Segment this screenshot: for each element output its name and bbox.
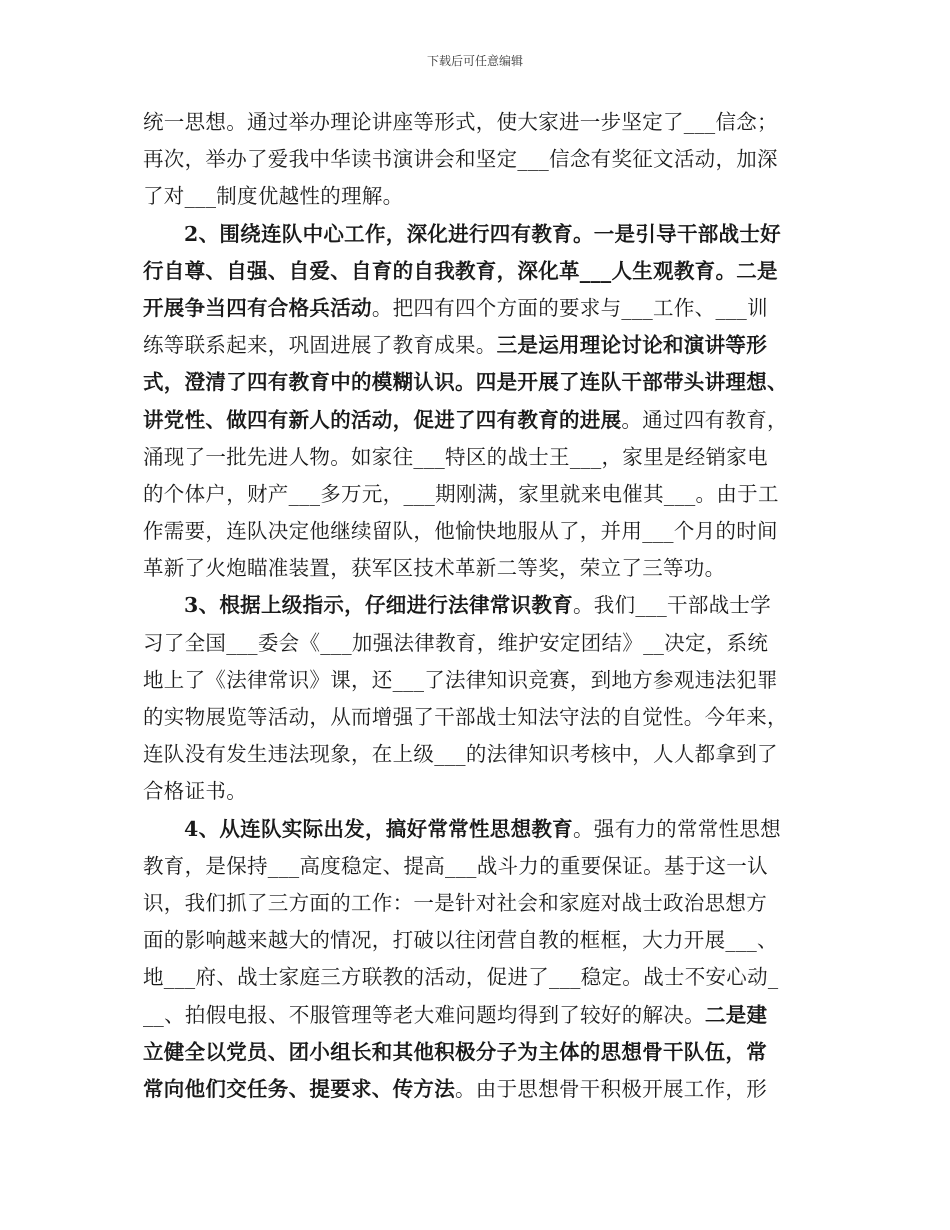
bold-text-run: 行自尊、自强、自爱、自育的自我教育，深化革___人生观教育。二是 xyxy=(143,258,778,283)
text-line xyxy=(143,550,813,587)
text-line xyxy=(143,178,813,215)
text-line xyxy=(143,997,813,1034)
text-run: 习了全国___委会《___加强法律教育，维护安定团结》__决定，系统 xyxy=(143,630,769,655)
text-run: 。强有力的常常性思想 xyxy=(572,816,781,841)
text-run: 。把四有四个方面的要求与___工作、___训 xyxy=(371,295,768,320)
text-run: 统一思想。通过举办理论讲座等形式，使大家进一步坚定了___信念； xyxy=(143,110,778,134)
bold-text-run: 式，澄清了四有教育中的模糊认识。四是开展了连队干部带头讲理想、 xyxy=(143,370,788,395)
text-line xyxy=(143,476,813,513)
bold-text-run: 2、围绕连队中心工作，深化进行四有教育。一是引导干部战士好 xyxy=(184,221,781,246)
text-line xyxy=(143,959,813,996)
text-run: 革新了火炮瞄准装置，获军区技术革新二等奖，荣立了三等功。 xyxy=(143,556,726,581)
text-line xyxy=(143,141,813,178)
text-run: 。通过四有教育， xyxy=(621,407,788,432)
text-line xyxy=(143,587,813,624)
text-line xyxy=(143,811,813,848)
text-line xyxy=(143,922,813,959)
text-line xyxy=(143,736,813,773)
bold-text-run: 讲党性、做四有新人的活动，促进了四有教育的进展 xyxy=(143,407,622,432)
text-line xyxy=(143,1034,813,1071)
document-body xyxy=(143,104,813,1108)
text-run: 。由于思想骨干积极开展工作，形 xyxy=(455,1076,767,1101)
text-run: 地上了《法律常识》课，还___了法律知识竞赛，到地方参观违法犯罪 xyxy=(143,667,778,692)
bold-text-run: 4、从连队实际出发，搞好常常性思想教育 xyxy=(184,816,573,841)
paragraph xyxy=(143,811,813,1109)
text-run: __、拍假电报、不服管理等老大难问题均得到了较好的解决。 xyxy=(143,1002,705,1027)
text-line xyxy=(143,364,813,401)
text-line xyxy=(143,513,813,550)
text-line xyxy=(143,327,813,364)
text-line xyxy=(143,439,813,476)
text-run: 教育，是保持___高度稳定、提高___战斗力的重要保证。基于这一认 xyxy=(143,853,768,878)
text-line xyxy=(143,699,813,736)
text-line xyxy=(143,662,813,699)
text-line xyxy=(143,885,813,922)
text-line xyxy=(143,1071,813,1108)
text-line xyxy=(143,773,813,810)
bold-text-run: 常向他们交任务、提要求、传方法 xyxy=(143,1076,455,1101)
text-run: 合格证书。 xyxy=(143,779,247,804)
text-line xyxy=(143,290,813,327)
text-run: 连队没有发生违法现象，在上级___的法律知识考核中，人人都拿到了 xyxy=(143,742,778,767)
text-run: 。我们___干部战士学 xyxy=(572,593,772,618)
text-line xyxy=(143,625,813,662)
bold-text-run: 三是运用理论讨论和演讲等形 xyxy=(496,333,768,358)
text-line xyxy=(143,253,813,290)
text-line xyxy=(143,216,813,253)
bold-text-run: 二是建 xyxy=(704,1002,768,1027)
text-run: 了对___制度优越性的理解。 xyxy=(143,184,404,209)
text-run: 的实物展览等活动，从而增强了干部战士知法守法的自觉性。今年来， xyxy=(143,705,788,729)
text-line xyxy=(143,104,813,141)
paragraph xyxy=(143,104,813,216)
paragraph xyxy=(143,587,813,810)
text-run: 的个体户，财产___多万元，___期刚满，家里就来电催其___。由于工 xyxy=(143,481,779,506)
page-header: 下载后可任意编辑 xyxy=(426,54,523,68)
text-run: 作需要，连队决定他继续留队，他愉快地服从了，并用___个月的时间 xyxy=(143,519,778,544)
text-run: 涌现了一批先进人物。如家往___特区的战士王___，家里是经销家电 xyxy=(143,444,768,469)
bold-text-run: 3、根据上级指示，仔细进行法律常识教育 xyxy=(184,593,573,618)
text-run: 识，我们抓了三方面的工作：一是针对社会和家庭对战士政治思想方 xyxy=(143,890,767,915)
paragraph xyxy=(143,216,813,588)
text-run: 面的影响越来越大的情况，打破以往闭营自教的框框，大力开展___、 xyxy=(143,928,778,953)
text-line xyxy=(143,848,813,885)
text-line xyxy=(143,402,813,439)
bold-text-run: 开展争当四有合格兵活动 xyxy=(143,295,372,320)
bold-text-run: 立健全以党员、团小组长和其他积极分子为主体的思想骨干队伍，常 xyxy=(143,1039,767,1064)
text-run: 再次，举办了爱我中华读书演讲会和坚定___信念有奖征文活动，加深 xyxy=(143,147,778,172)
text-run: 地___府、战士家庭三方联教的活动，促进了___稳定。战士不安心动_ xyxy=(143,965,779,990)
text-run: 练等联系起来，巩固进展了教育成果。 xyxy=(143,333,497,358)
